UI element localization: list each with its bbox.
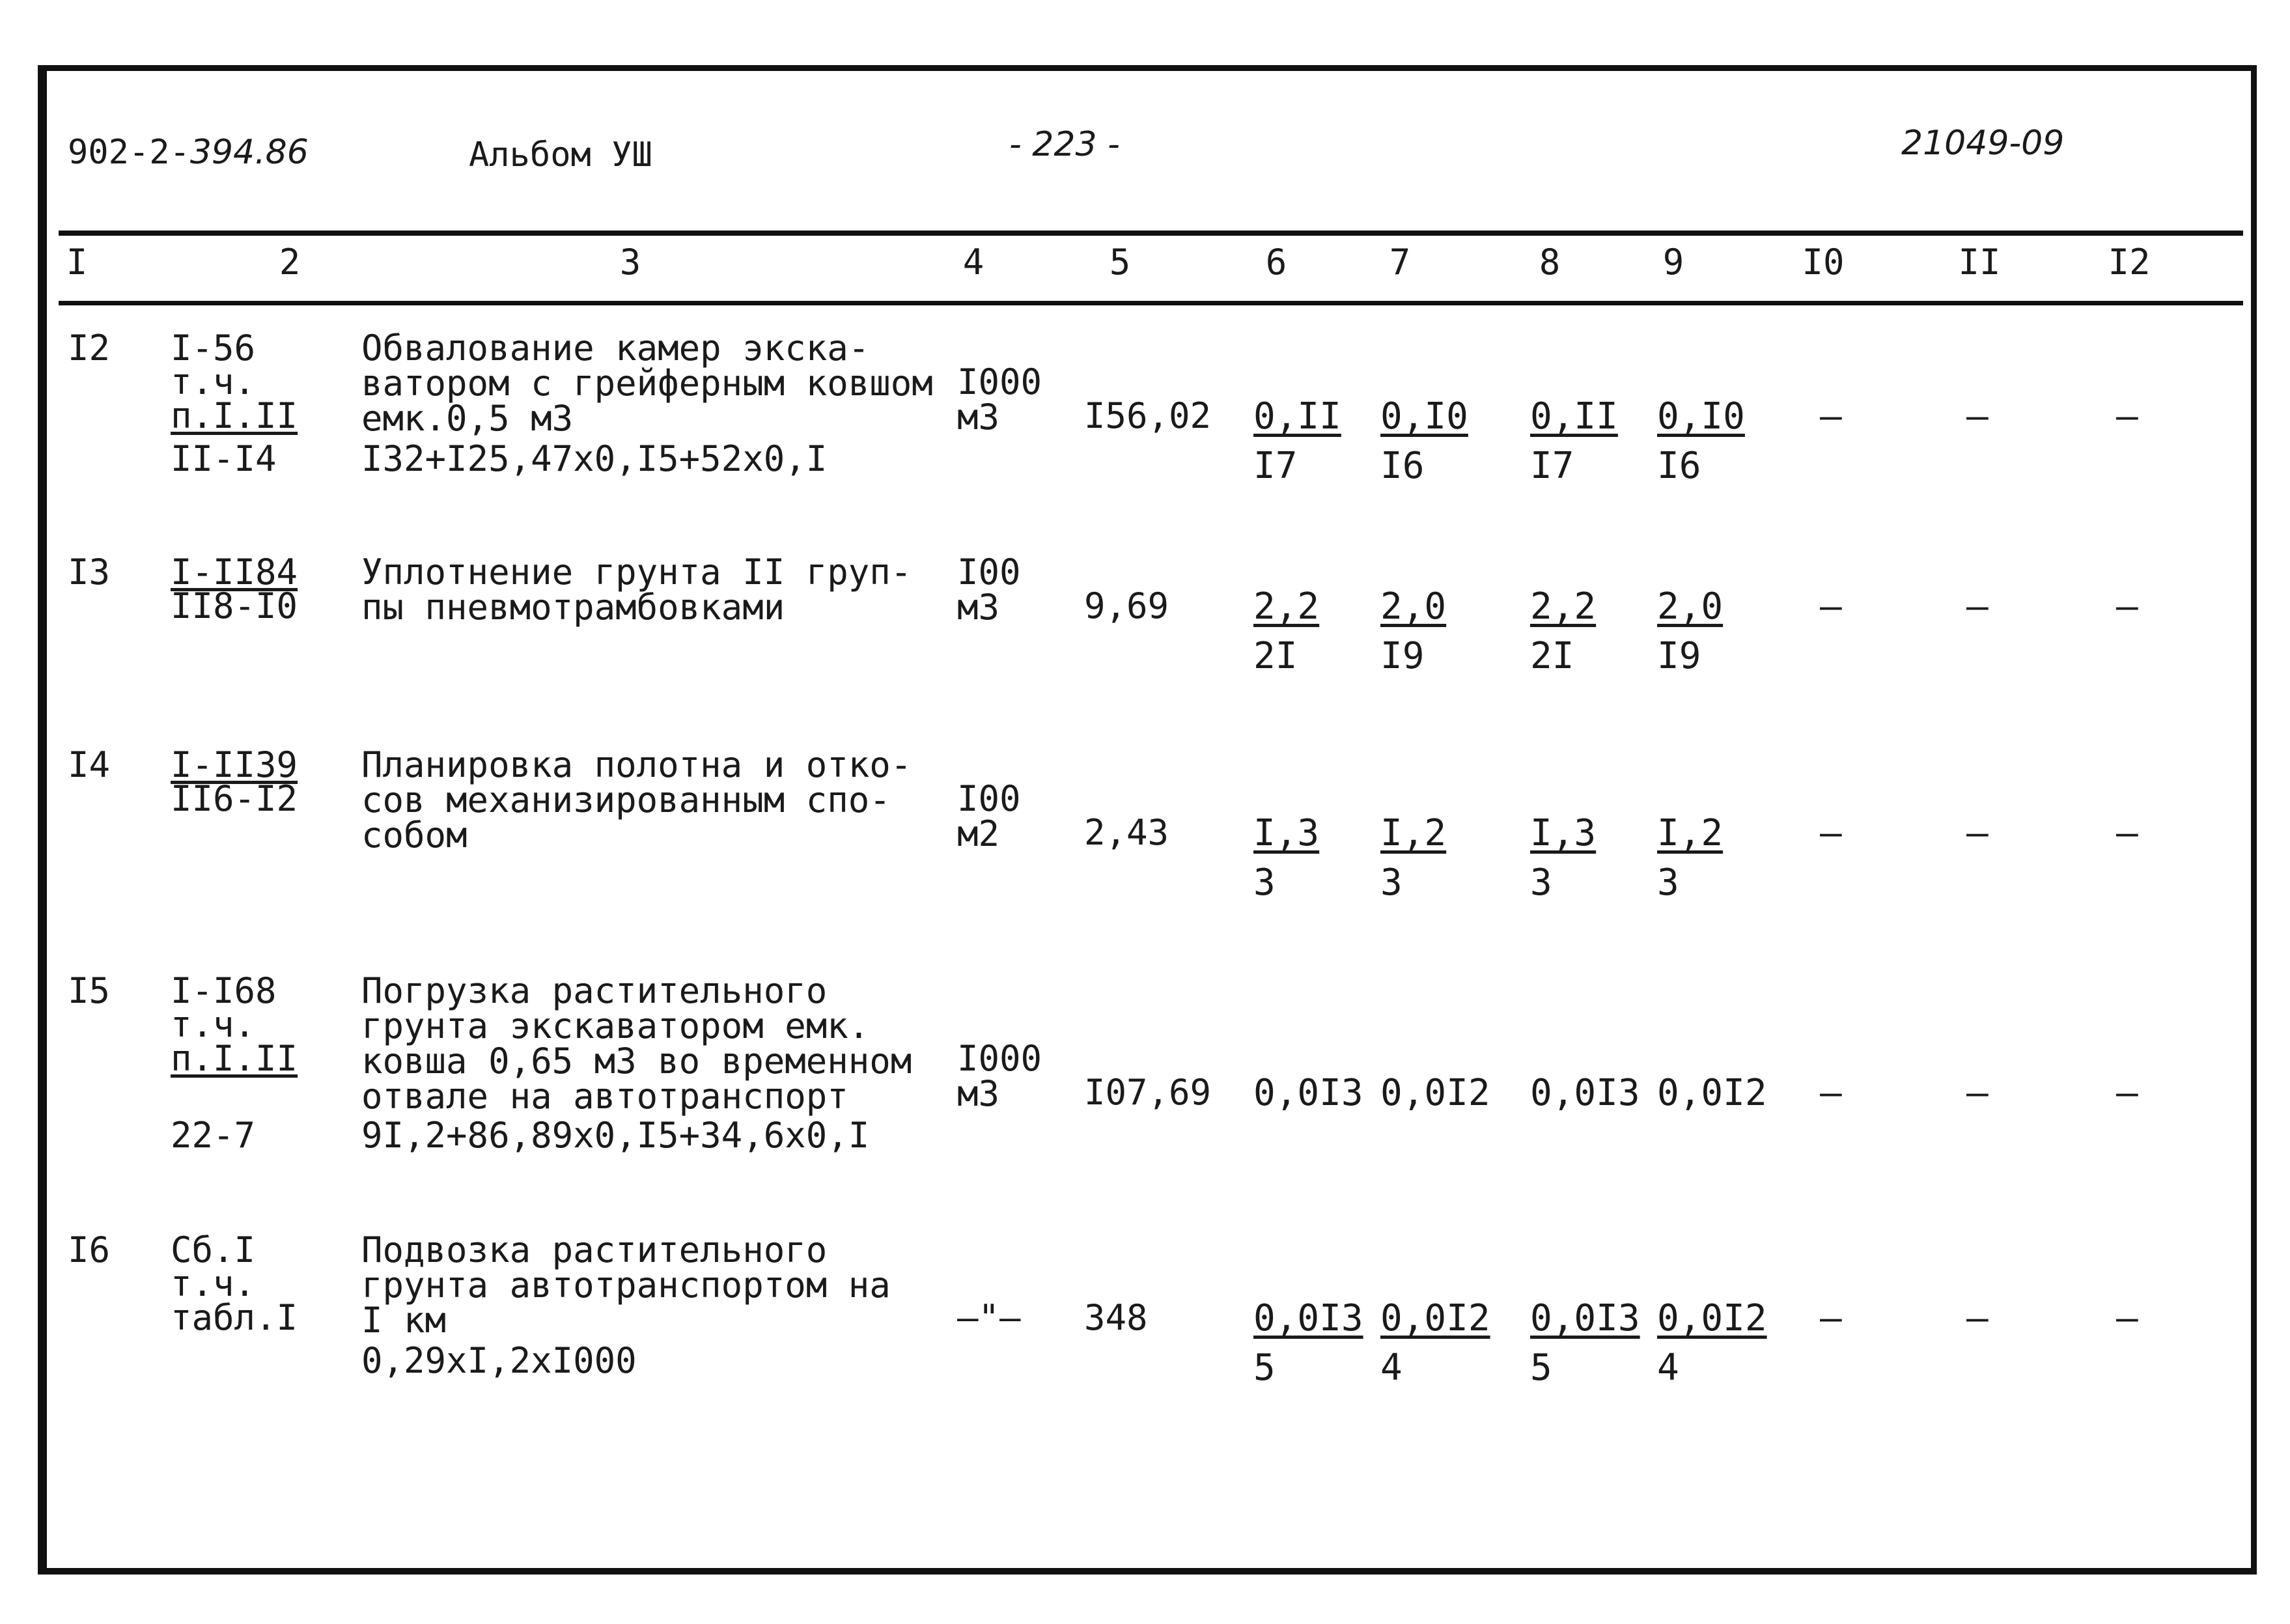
empty-cell-dash: – [1820, 585, 1842, 628]
reference-line: п.I.II [171, 1038, 298, 1079]
row-number: I3 [68, 552, 111, 593]
norm-value-bottom: 4 [1380, 1347, 1403, 1389]
norm-value-bottom: I6 [1657, 445, 1701, 487]
reference-line: I-II39 [171, 744, 298, 785]
empty-cell-dash: – [1966, 812, 1989, 854]
empty-cell-dash: – [1820, 812, 1842, 854]
norm-value [1530, 1297, 1640, 1389]
norm-value-bottom: 3 [1253, 861, 1276, 904]
empty-cell-dash: – [2116, 1072, 2138, 1114]
unit-of-measure: –"– [957, 1297, 1021, 1338]
quantity: 9,69 [1084, 585, 1169, 626]
work-description: Погрузка растительного грунта экскаватором емк. ковша 0,65 м3 во временном отвале на автотранспорт [361, 970, 912, 1117]
work-description: Планировка полотна и отко- сов механизированным спо- собом [361, 744, 912, 856]
reference-line: I-I68 [171, 970, 277, 1011]
row-number: I5 [68, 970, 111, 1011]
column-number: I [66, 242, 88, 283]
header-rule-bottom [59, 301, 2243, 305]
norm-value [1253, 395, 1341, 487]
column-number: 6 [1265, 242, 1287, 283]
norm-value-top: I,2 [1380, 812, 1447, 854]
column-number: I0 [1802, 242, 1845, 283]
norm-value-bottom: I9 [1657, 635, 1701, 677]
norm-value-bottom: 5 [1253, 1347, 1276, 1389]
norm-value-bottom: 2I [1253, 635, 1298, 677]
norm-value-bottom: 4 [1657, 1347, 1679, 1389]
norm-value [1530, 585, 1597, 677]
norm-value-bottom: 3 [1380, 861, 1403, 904]
reference-line: табл.I [171, 1297, 298, 1338]
page-number: - 223 - [1009, 125, 1120, 164]
norm-value [1253, 812, 1320, 904]
empty-cell-dash: – [1966, 585, 1989, 628]
norm-value-bottom: 3 [1657, 861, 1679, 904]
norm-value-top: 2,0 [1657, 585, 1724, 628]
empty-cell-dash: – [1820, 1072, 1842, 1114]
norm-value [1380, 812, 1447, 904]
empty-cell-dash: – [1966, 1072, 1989, 1114]
column-number: 3 [619, 242, 641, 283]
norm-value [1380, 585, 1447, 677]
norm-value [1253, 585, 1320, 677]
norm-value-top: 0,0I3 [1530, 1072, 1640, 1114]
norm-value [1530, 812, 1597, 904]
norm-value-top: 0,0I3 [1530, 1297, 1640, 1339]
unit-of-measure: I00 м3 [957, 552, 1021, 628]
reference-line: II8-I0 [171, 585, 298, 626]
norm-value [1253, 1297, 1363, 1389]
doc-code: 902-2-394.86 [68, 133, 309, 172]
column-number: 8 [1539, 242, 1561, 283]
norm-value-top: 0,0I3 [1253, 1297, 1363, 1339]
empty-cell-dash: – [1820, 395, 1842, 438]
column-number: 2 [279, 242, 301, 283]
norm-value [1380, 395, 1468, 487]
work-description: Обвалование камер экска- ватором с грейферным ковшом емк.0,5 м3 [361, 328, 933, 439]
reference-line: I-56 [171, 328, 256, 369]
column-number: 4 [962, 242, 984, 283]
quantity: I56,02 [1084, 395, 1212, 436]
reference-line: I-II84 [171, 552, 298, 593]
norm-value-top: 0,I0 [1380, 395, 1468, 438]
reference-line: 22-7 [171, 1115, 256, 1156]
quantity: I07,69 [1084, 1072, 1212, 1113]
norm-value-top: 2,2 [1530, 585, 1597, 628]
quantity-formula: 9I,2+86,89x0,I5+34,6x0,I [361, 1115, 870, 1156]
row-number: I6 [68, 1229, 111, 1270]
norm-value [1253, 1072, 1363, 1114]
norm-value-top: 0,0I2 [1380, 1072, 1490, 1114]
norm-value-bottom: 3 [1530, 861, 1552, 904]
norm-value-top: 0,0I2 [1657, 1072, 1767, 1114]
column-number: 7 [1389, 242, 1411, 283]
norm-value-bottom: I6 [1380, 445, 1425, 487]
empty-cell-dash: – [2116, 395, 2138, 438]
norm-value [1657, 395, 1745, 487]
norm-value-bottom: 5 [1530, 1347, 1552, 1389]
norm-value-top: 0,0I2 [1380, 1297, 1490, 1339]
norm-value-top: I,3 [1530, 812, 1597, 854]
unit-of-measure: I00 м2 [957, 778, 1021, 854]
norm-value-top: 0,II [1253, 395, 1341, 438]
column-number: II [1958, 242, 2001, 283]
reference-line: т.ч. [171, 1263, 256, 1304]
quantity: 348 [1084, 1297, 1148, 1338]
unit-of-measure: I000 м3 [957, 1038, 1042, 1114]
empty-cell-dash: – [2116, 585, 2138, 628]
norm-value [1530, 395, 1618, 487]
norm-value-bottom: 2I [1530, 635, 1574, 677]
norm-value-top: 0,0I2 [1657, 1297, 1767, 1339]
norm-value [1380, 1297, 1490, 1389]
reference-line: II-I4 [171, 438, 277, 479]
order-number: 21049-09 [1901, 124, 2065, 163]
empty-cell-dash: – [2116, 1297, 2138, 1339]
quantity: 2,43 [1084, 812, 1169, 853]
norm-value [1380, 1072, 1490, 1114]
reference-line: п.I.II [171, 395, 298, 436]
unit-of-measure: I000 м3 [957, 361, 1042, 438]
norm-value [1657, 585, 1724, 677]
reference-line: II6-I2 [171, 778, 298, 819]
column-number: 5 [1109, 242, 1131, 283]
norm-value-bottom: I7 [1530, 445, 1574, 487]
column-number: 9 [1662, 242, 1684, 283]
norm-value-top: 0,0I3 [1253, 1072, 1363, 1114]
empty-cell-dash: – [1966, 395, 1989, 438]
norm-value-top: I,3 [1253, 812, 1320, 854]
row-number: I4 [68, 744, 111, 785]
norm-value-top: 0,I0 [1657, 395, 1745, 438]
reference-line: Сб.I [171, 1229, 256, 1270]
reference-line: т.ч. [171, 1004, 256, 1045]
norm-value-top: I,2 [1657, 812, 1724, 854]
norm-value-bottom: I7 [1253, 445, 1298, 487]
norm-value-top: 0,II [1530, 395, 1618, 438]
quantity-formula: 0,29xI,2xI000 [361, 1340, 637, 1381]
norm-value [1657, 812, 1724, 904]
quantity-formula: I32+I25,47x0,I5+52x0,I [361, 438, 828, 479]
norm-value-top: 2,2 [1253, 585, 1320, 628]
empty-cell-dash: – [1966, 1297, 1989, 1339]
work-description: Подвозка растительного грунта автотранспортом на I км [361, 1229, 891, 1341]
norm-value [1657, 1297, 1767, 1389]
empty-cell-dash: – [1820, 1297, 1842, 1339]
row-number: I2 [68, 328, 111, 369]
reference-line: т.ч. [171, 361, 256, 402]
album-label: Альбом УШ [469, 135, 652, 175]
column-number: I2 [2108, 242, 2151, 283]
norm-value [1657, 1072, 1767, 1114]
norm-value-top: 2,0 [1380, 585, 1447, 628]
header-rule-top [59, 231, 2243, 236]
norm-value [1530, 1072, 1640, 1114]
work-description: Уплотнение грунта II груп- пы пневмотрамбовками [361, 552, 912, 628]
empty-cell-dash: – [2116, 812, 2138, 854]
norm-value-bottom: I9 [1380, 635, 1425, 677]
